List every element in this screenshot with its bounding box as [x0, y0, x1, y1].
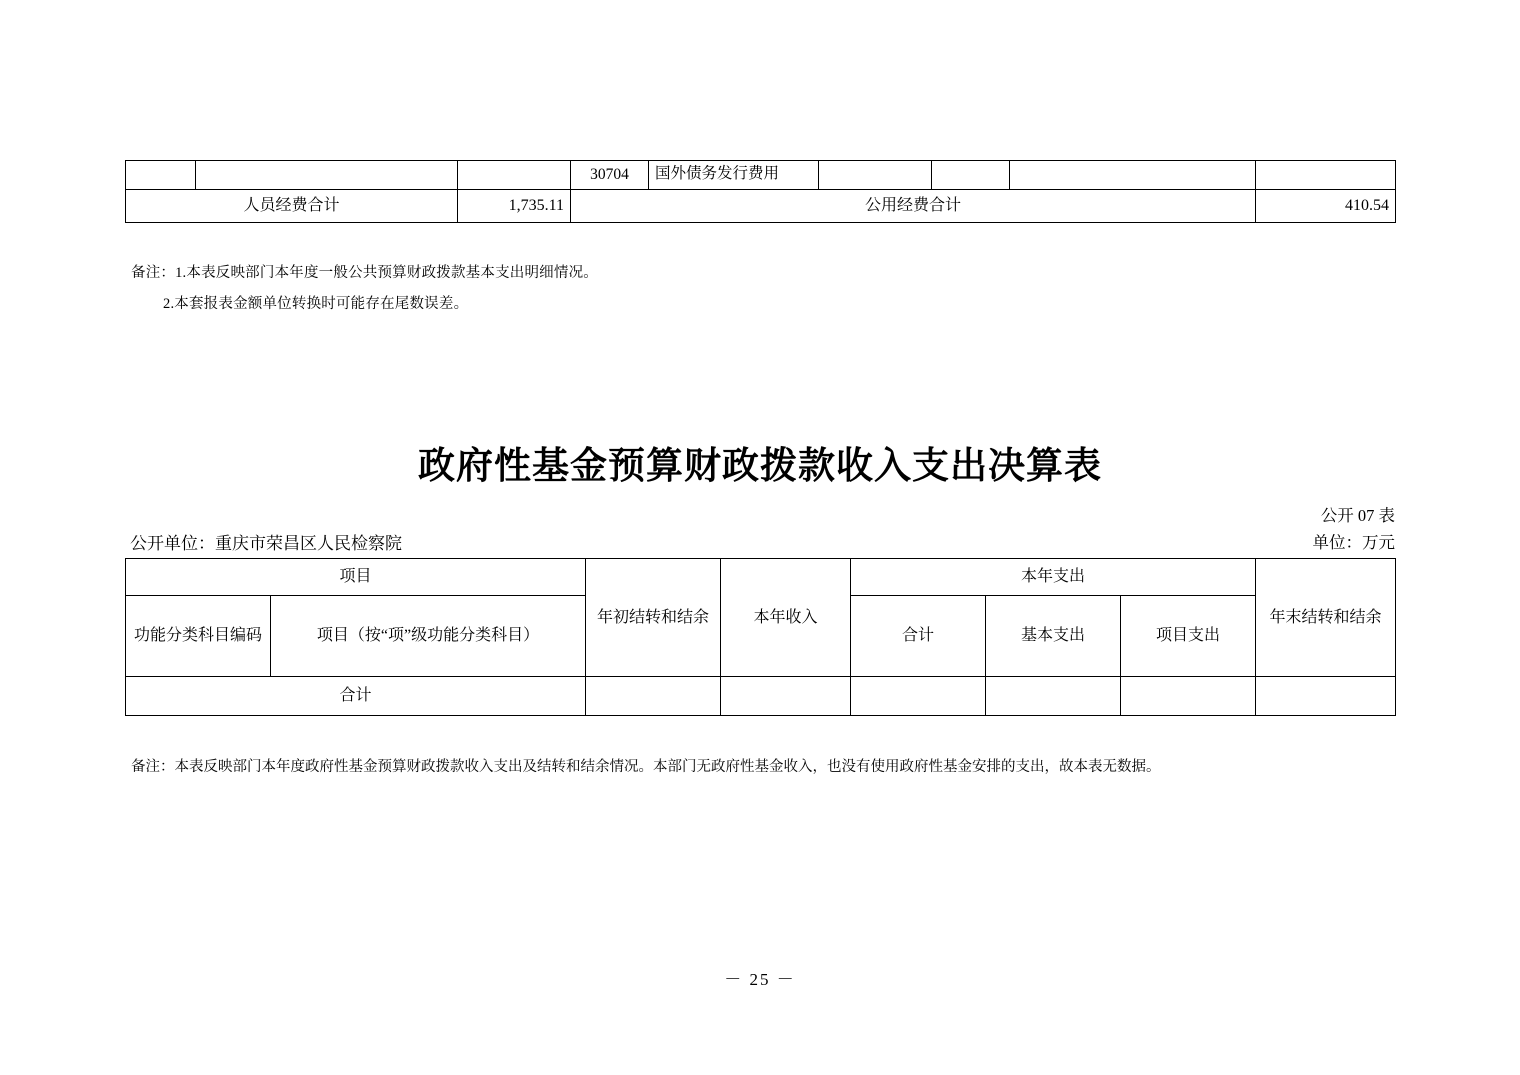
- header-end-balance: 年末结转和结余: [1256, 559, 1396, 677]
- header-project: 项目: [126, 559, 586, 596]
- basic-expenditure-table-continued: [125, 160, 1396, 223]
- header-item-name: 项目（按“项”级功能分类科目）: [271, 596, 586, 677]
- cell-value-right: [819, 161, 932, 190]
- cell-name-right: 国外债务发行费用: [649, 161, 819, 190]
- cell-extra-1: [932, 161, 1010, 190]
- disclosure-unit: 公开单位：重庆市荣昌区人民检察院: [130, 534, 402, 553]
- header-basic-expenditure: 基本支出: [986, 596, 1121, 677]
- note-bottom: 备注：本表反映部门本年度政府性基金预算财政拨款收入支出及结转和结余情况。本部门无政府性基金收入，也没有使用政府性基金安排的支出，故本表无数据。: [131, 759, 1161, 775]
- public-total-value: 410.54: [1256, 190, 1396, 223]
- cell-value-left: [458, 161, 571, 190]
- row-end-balance: [1256, 677, 1396, 716]
- cell-extra-3: [1256, 161, 1396, 190]
- form-number: 公开 07 表: [1320, 506, 1395, 525]
- row-year-income: [721, 677, 851, 716]
- row-basic-expenditure: [986, 677, 1121, 716]
- table-row: [126, 677, 1396, 716]
- row-total: [851, 677, 986, 716]
- header-project-expenditure: 项目支出: [1121, 596, 1256, 677]
- header-year-income: 本年收入: [721, 559, 851, 677]
- header-func-code: 功能分类科目编码: [126, 596, 271, 677]
- note-line-2: 2.本套报表金额单位转换时可能存在尾数误差。: [163, 296, 469, 312]
- row-total-label: 合计: [126, 677, 586, 716]
- gov-fund-budget-table: [125, 558, 1396, 716]
- cell-code-left: [126, 161, 196, 190]
- row-begin-balance: [586, 677, 721, 716]
- table-header-row-1: [126, 559, 1396, 596]
- page-number: － 25 －: [724, 970, 796, 989]
- table-row: [126, 161, 1396, 190]
- cell-name-left: [196, 161, 458, 190]
- table-row-total: [126, 190, 1396, 223]
- note-line-1: 备注：1.本表反映部门本年度一般公共预算财政拨款基本支出明细情况。: [131, 265, 598, 281]
- header-year-expenditure: 本年支出: [851, 559, 1256, 596]
- header-begin-balance: 年初结转和结余: [586, 559, 721, 677]
- header-total: 合计: [851, 596, 986, 677]
- cell-code-right: 30704: [571, 161, 649, 190]
- cell-extra-2: [1010, 161, 1256, 190]
- public-total-label: 公用经费合计: [571, 190, 1256, 223]
- row-project-expenditure: [1121, 677, 1256, 716]
- personnel-total-label: 人员经费合计: [126, 190, 458, 223]
- page-title: 政府性基金预算财政拨款收入支出决算表: [418, 446, 1102, 487]
- amount-unit: 单位：万元: [1312, 533, 1395, 552]
- personnel-total-value: 1,735.11: [458, 190, 571, 223]
